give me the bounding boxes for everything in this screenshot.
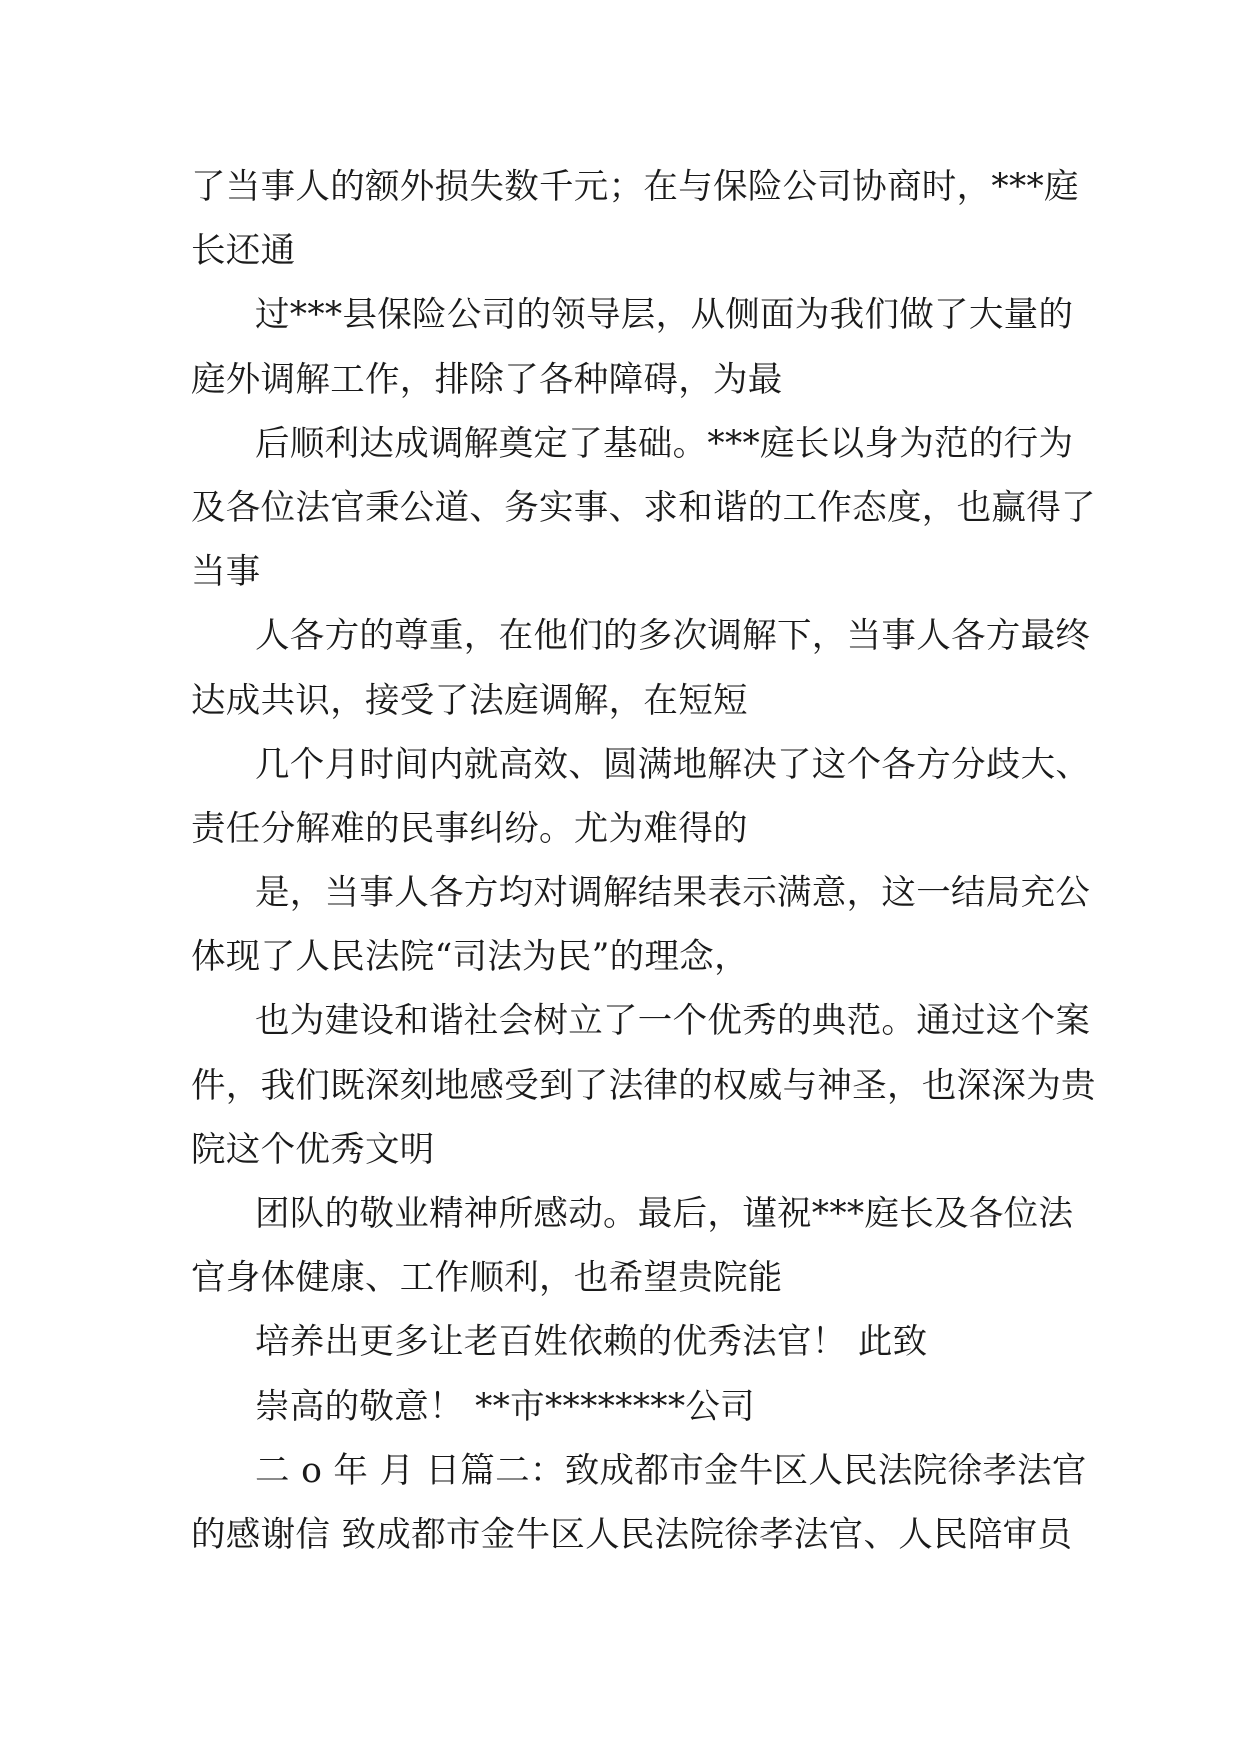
- text-line: 了当事人的额外损失数千元；在与保险公司协商时，***庭: [191, 167, 1079, 207]
- text-line: 过***县保险公司的领导层，从侧面为我们做了大量的: [255, 295, 1074, 336]
- text-line: 件，我们既深刻地感受到了法律的权威与神圣，也深深为贵: [191, 1065, 1096, 1106]
- text-line: 二 o 年 月 日篇二：致成都市金牛区人民法院徐孝法官: [255, 1450, 1087, 1491]
- text-line: 培养出更多让老百姓依赖的优秀法官！ 此致: [255, 1322, 928, 1363]
- text-line: 及各位法官秉公道、务实事、求和谐的工作态度，也赢得了: [191, 487, 1096, 528]
- text-line: 后顺利达成调解奠定了基础。***庭长以身为范的行为: [255, 423, 1074, 464]
- text-line: 的感谢信 致成都市金牛区人民法院徐孝法官、人民陪审员: [191, 1514, 1073, 1555]
- text-line: 团队的敬业精神所感动。最后，谨祝***庭长及各位法: [255, 1194, 1074, 1234]
- text-line: 责任分解难的民事纠纷。尤为难得的: [191, 808, 748, 849]
- text-line: 达成共识，接受了法庭调解，在短短: [191, 680, 748, 721]
- text-line: 崇高的敬意！ **市********公司: [255, 1386, 755, 1427]
- text-line: 是，当事人各方均对调解结果表示满意，这一结局充公: [255, 873, 1091, 914]
- text-line: 当事: [191, 552, 261, 593]
- text-line: 体现了人民法院“司法为民”的理念，: [191, 937, 749, 978]
- body-text: [191, 155, 1096, 1567]
- text-line: 长还通: [191, 231, 296, 272]
- text-line: 官身体健康、工作顺利，也希望贵院能: [191, 1258, 783, 1299]
- text-line: 几个月时间内就高效、圆满地解决了这个各方分歧大、: [255, 744, 1091, 785]
- text-line: 庭外调解工作，排除了各种障碍，为最: [191, 359, 783, 400]
- text-line: 院这个优秀文明: [191, 1129, 435, 1170]
- text-line: 也为建设和谐社会树立了一个优秀的典范。通过这个案: [255, 1001, 1091, 1042]
- text-line: 人各方的尊重，在他们的多次调解下，当事人各方最终: [255, 616, 1091, 657]
